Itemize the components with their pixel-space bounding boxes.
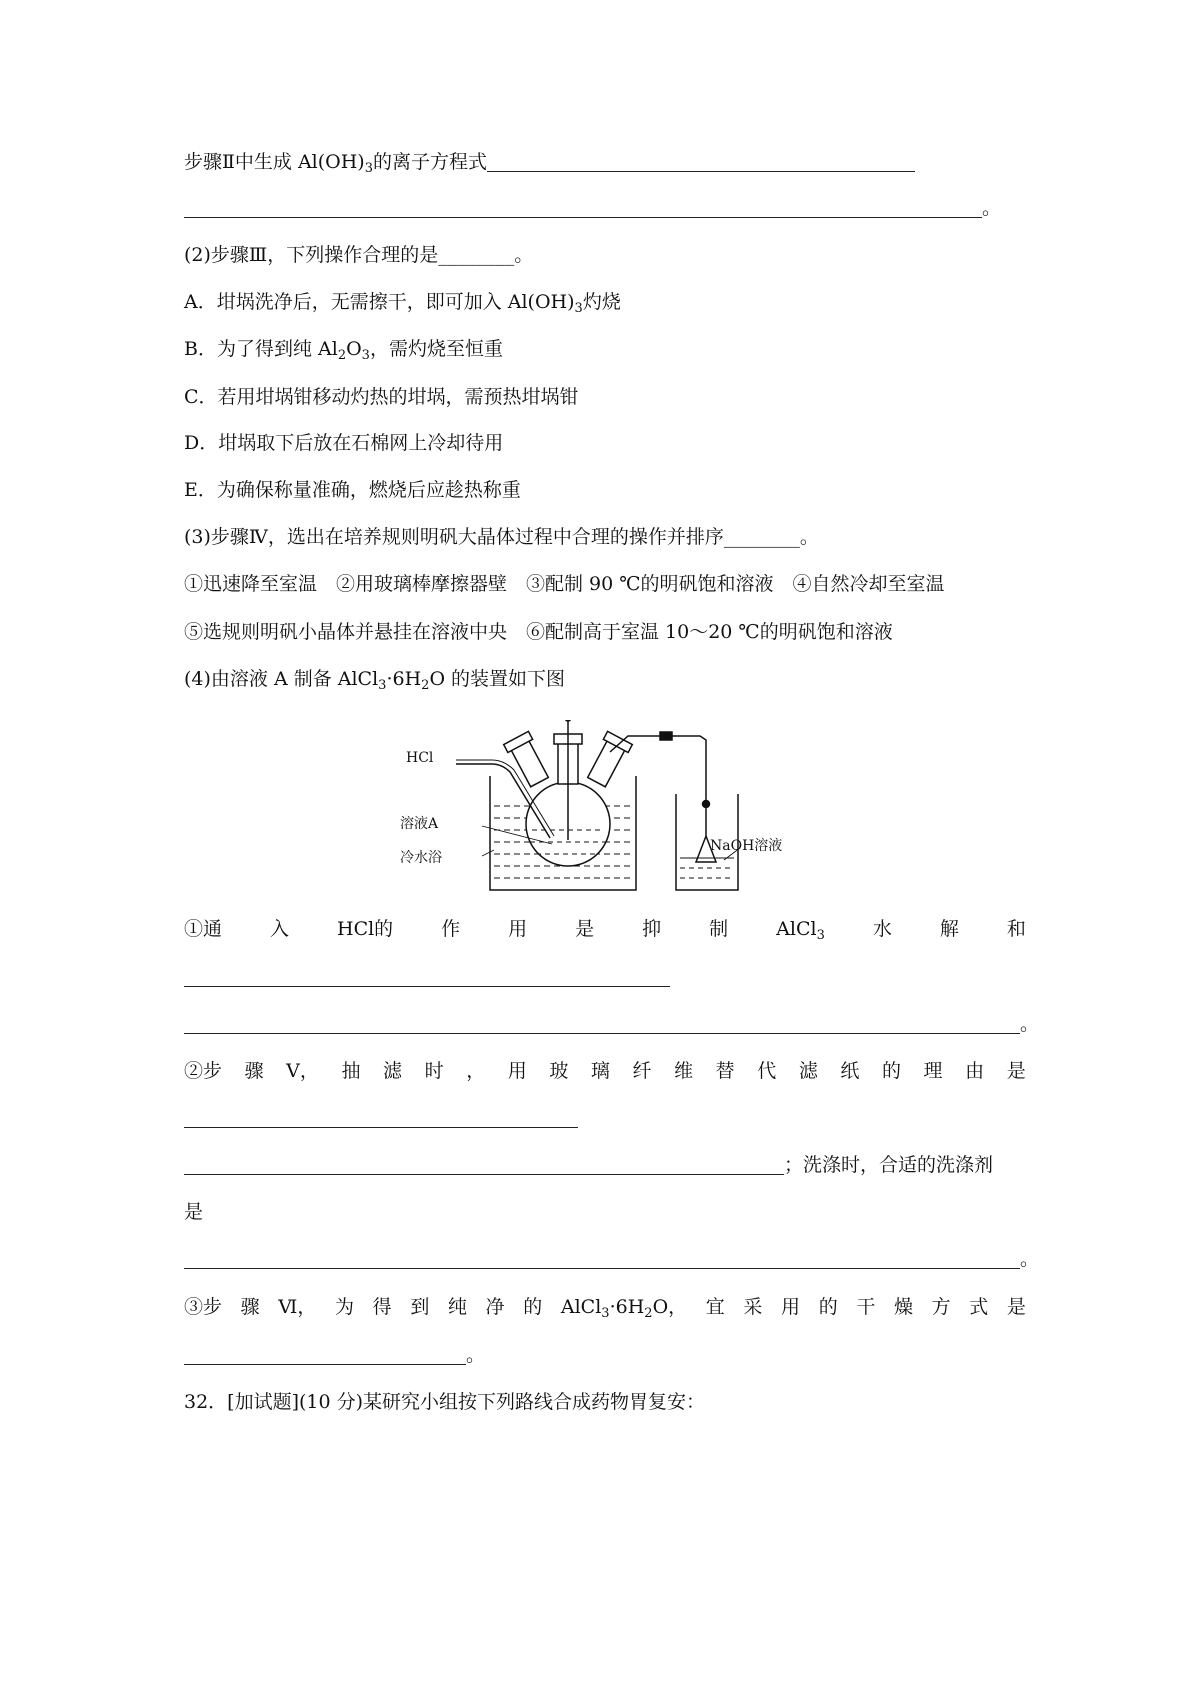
word: 璃 bbox=[590, 1060, 610, 1082]
q4-sub3-blank bbox=[184, 1340, 485, 1370]
q3-items-line-2: ⑤选规则明矾小晶体并悬挂在溶液中央 ⑥配制高于室温 10～20 ℃的明矾饱和溶液 bbox=[184, 621, 893, 643]
q4-sub2-blank-2 bbox=[184, 1150, 993, 1180]
word: AlCl bbox=[560, 1296, 602, 1318]
q4-sub2-wrap: 是 bbox=[184, 1201, 204, 1223]
word: ②步 bbox=[184, 1060, 223, 1082]
subscript: 2 bbox=[644, 1306, 653, 1321]
word: 时 bbox=[424, 1060, 444, 1082]
label-solution-a: 溶液A bbox=[400, 816, 439, 832]
subscript: 3 bbox=[574, 301, 583, 316]
label-hcl: HCl bbox=[406, 750, 434, 766]
word: 是 bbox=[575, 918, 595, 940]
word: Ⅴ， bbox=[286, 1060, 319, 1082]
word: 用 bbox=[781, 1296, 801, 1318]
q2-option-b bbox=[184, 334, 503, 364]
word: 宜 bbox=[705, 1296, 725, 1318]
word: 滤 bbox=[798, 1060, 818, 1082]
q1-text-a: 步骤Ⅱ中生成 Al(OH) bbox=[184, 151, 365, 173]
rubber-connector bbox=[660, 732, 672, 740]
word: ③步 bbox=[184, 1296, 223, 1318]
subscript: 3 bbox=[361, 348, 370, 363]
word: 方 bbox=[931, 1296, 951, 1318]
word: 骤 bbox=[240, 1296, 260, 1318]
word: 干 bbox=[856, 1296, 876, 1318]
q4-sub1-line bbox=[184, 914, 1026, 944]
word: 的 bbox=[881, 1060, 901, 1082]
option-a-text: A．坩埚洗净后，无需擦干，即可加入 Al(OH) bbox=[184, 291, 575, 313]
subscript: 2 bbox=[421, 678, 430, 693]
word: 为 bbox=[335, 1296, 355, 1318]
option-b-text: B．为了得到纯 Al bbox=[184, 338, 338, 360]
subscript: 3 bbox=[601, 1306, 610, 1321]
answer-blank[interactable] bbox=[487, 151, 915, 172]
right-neck bbox=[584, 731, 632, 788]
q4-sub2-line bbox=[184, 1056, 1026, 1086]
left-neck bbox=[504, 731, 552, 788]
word: 到 bbox=[410, 1296, 430, 1318]
q4-sub2-blank-3 bbox=[184, 1244, 1039, 1274]
word: 的 bbox=[818, 1296, 838, 1318]
q3-stem: (3)步骤Ⅳ，选出在培养规则明矾大晶体过程中合理的操作并排序________。 bbox=[184, 526, 819, 548]
word: 用 bbox=[507, 1060, 527, 1082]
option-b-text-mid: O bbox=[346, 338, 362, 360]
q3-items-line-1: ①迅速降至室温 ②用玻璃棒摩擦器壁 ③配制 90 ℃的明矾饱和溶液 ④自然冷却至室温 bbox=[184, 573, 945, 595]
answer-blank[interactable] bbox=[184, 1344, 466, 1365]
period: 。 bbox=[982, 197, 1002, 219]
word: 维 bbox=[674, 1060, 694, 1082]
q1-text-b: 的离子方程式 bbox=[373, 151, 488, 173]
q4-stem-text: (4)由溶液 A 制备 AlCl bbox=[184, 668, 379, 690]
q2-option-e: E．为确保称量准确，燃烧后应趁热称重 bbox=[184, 479, 521, 501]
word: 采 bbox=[743, 1296, 763, 1318]
subscript: 2 bbox=[337, 348, 347, 363]
apparatus-figure bbox=[400, 720, 800, 896]
answer-blank[interactable] bbox=[184, 966, 670, 987]
q32-stem: 32．[加试题](10 分)某研究小组按下列路线合成药物胃复安： bbox=[184, 1391, 706, 1413]
label-naoh: NaOH溶液 bbox=[710, 838, 783, 854]
word: 纯 bbox=[447, 1296, 467, 1318]
period: 。 bbox=[1020, 1248, 1040, 1270]
word: 净 bbox=[485, 1296, 505, 1318]
word: AlCl bbox=[776, 918, 817, 940]
q1-equation-line-2 bbox=[184, 193, 1001, 223]
word: 代 bbox=[757, 1060, 777, 1082]
subscript: 3 bbox=[378, 678, 387, 693]
q2-option-a bbox=[184, 287, 621, 317]
q4-sub1-blank-1 bbox=[184, 962, 670, 992]
word: 抑 bbox=[642, 918, 662, 940]
word: 替 bbox=[715, 1060, 735, 1082]
q1-subscript: 3 bbox=[364, 161, 374, 176]
word: 的 bbox=[523, 1296, 543, 1318]
word: 骤 bbox=[244, 1060, 264, 1082]
word: 玻 bbox=[549, 1060, 569, 1082]
word: 入 bbox=[270, 918, 290, 940]
word: 式 bbox=[969, 1296, 989, 1318]
q1-equation-line bbox=[184, 147, 915, 177]
q4-stem bbox=[184, 664, 565, 694]
label-cold-bath: 冷水浴 bbox=[400, 850, 442, 866]
word: 理 bbox=[923, 1060, 943, 1082]
answer-blank[interactable] bbox=[184, 1248, 1020, 1269]
word: 是 bbox=[1006, 1296, 1026, 1318]
q4-stem-text-mid: ·6H bbox=[386, 668, 422, 690]
q4-sub1-blank-2 bbox=[184, 1009, 1039, 1039]
word: 是 bbox=[1006, 1060, 1026, 1082]
word: 水 bbox=[872, 918, 892, 940]
word: HCl的 bbox=[337, 918, 394, 940]
word: 纤 bbox=[632, 1060, 652, 1082]
word: O， bbox=[652, 1296, 688, 1318]
answer-blank[interactable] bbox=[184, 1013, 1020, 1034]
answer-blank[interactable] bbox=[184, 1154, 784, 1175]
answer-blank[interactable] bbox=[184, 197, 982, 218]
q4-sub2-tail: ；洗涤时，合适的洗涤剂 bbox=[784, 1154, 994, 1176]
q4-sub2-blank-1 bbox=[184, 1103, 578, 1133]
word: 得 bbox=[372, 1296, 392, 1318]
word: 抽 bbox=[341, 1060, 361, 1082]
q2-option-c: C．若用坩埚钳移动灼热的坩埚，需预热坩埚钳 bbox=[184, 386, 579, 408]
option-b-text-tail: ，需灼烧至恒重 bbox=[369, 338, 503, 360]
word: 和 bbox=[1006, 918, 1026, 940]
word: 用 bbox=[508, 918, 528, 940]
word: 滤 bbox=[383, 1060, 403, 1082]
period: 。 bbox=[466, 1344, 486, 1366]
word: 纸 bbox=[840, 1060, 860, 1082]
word: 解 bbox=[939, 918, 959, 940]
formula-alcl3-6h2o bbox=[561, 1292, 687, 1322]
word: ·6H bbox=[609, 1296, 645, 1318]
q4-sub3-line bbox=[184, 1292, 1026, 1322]
word: ①通 bbox=[184, 918, 223, 940]
answer-blank[interactable] bbox=[184, 1107, 578, 1128]
period: 。 bbox=[1020, 1013, 1040, 1035]
word-alcl3 bbox=[776, 914, 825, 944]
subscript: 3 bbox=[816, 928, 825, 943]
q2-stem: (2)步骤Ⅲ，下列操作合理的是________。 bbox=[184, 244, 534, 266]
word: 由 bbox=[965, 1060, 985, 1082]
word: 作 bbox=[441, 918, 461, 940]
word: 燥 bbox=[893, 1296, 913, 1318]
word: ， bbox=[466, 1060, 486, 1082]
word: 制 bbox=[709, 918, 729, 940]
q2-option-d: D．坩埚取下后放在石棉网上冷却待用 bbox=[184, 432, 504, 454]
word: Ⅵ， bbox=[278, 1296, 317, 1318]
option-a-text-tail: 灼烧 bbox=[582, 291, 621, 313]
q4-stem-text-tail: O 的装置如下图 bbox=[429, 668, 566, 690]
